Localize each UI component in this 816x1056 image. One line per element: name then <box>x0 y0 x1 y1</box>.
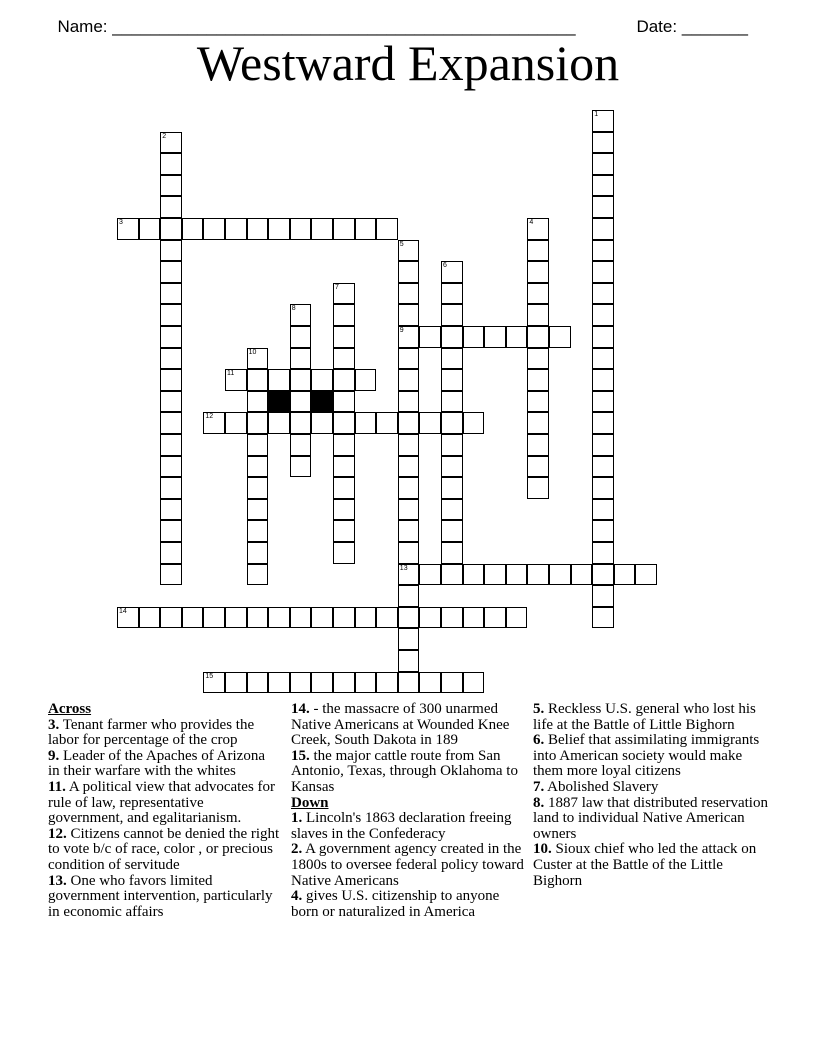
clue-text: the major cattle route from San Antonio, Texas, through Oklahoma to Kansas <box>291 747 518 795</box>
grid-cell[interactable] <box>311 369 333 391</box>
grid-cell[interactable] <box>592 218 614 240</box>
grid-cell[interactable] <box>247 542 269 564</box>
grid-cell[interactable] <box>527 240 549 262</box>
grid-cell[interactable] <box>463 672 485 694</box>
grid-cell[interactable] <box>398 283 420 305</box>
cell-number: 1 <box>594 111 599 118</box>
grid-cell[interactable] <box>592 585 614 607</box>
grid-cell[interactable] <box>527 564 549 586</box>
grid-cell[interactable] <box>441 326 463 348</box>
grid-cell[interactable] <box>592 326 614 348</box>
clue-text: Sioux chief who led the attack on Custer at the Battle of the Little Bighorn <box>533 841 757 889</box>
grid-cell[interactable] <box>506 564 528 586</box>
grid-cell[interactable] <box>398 412 420 434</box>
grid-cell[interactable] <box>333 542 355 564</box>
grid-cell[interactable] <box>441 261 463 283</box>
grid-cell[interactable] <box>635 564 657 586</box>
grid-cell[interactable] <box>592 607 614 629</box>
grid-cell[interactable] <box>527 434 549 456</box>
grid-cell[interactable] <box>527 326 549 348</box>
clue-number: 8. <box>533 794 545 811</box>
cell-number: 4 <box>529 219 534 226</box>
grid-cell[interactable] <box>333 326 355 348</box>
grid-cell[interactable] <box>268 218 290 240</box>
clue-number: 10. <box>533 841 552 858</box>
grid-cell[interactable] <box>290 348 312 370</box>
grid-cell[interactable] <box>333 391 355 413</box>
grid-cell[interactable] <box>549 564 571 586</box>
grid-cell[interactable] <box>160 175 182 197</box>
clue-text: Reckless U.S. general who lost his life at the Battle of Little Bighorn <box>533 701 756 733</box>
grid-cell[interactable] <box>247 477 269 499</box>
puzzle-title: Westward Expansion <box>196 35 620 91</box>
grid-cell[interactable] <box>592 456 614 478</box>
grid-cell[interactable] <box>592 110 614 132</box>
grid-cell[interactable] <box>398 564 420 586</box>
grid-cell[interactable] <box>484 564 506 586</box>
grid-cell[interactable] <box>419 607 441 629</box>
clue-down-8 <box>533 796 769 843</box>
grid-cell[interactable] <box>592 520 614 542</box>
grid-cell[interactable] <box>225 412 247 434</box>
grid-cell[interactable] <box>333 369 355 391</box>
grid-cell[interactable] <box>441 672 463 694</box>
clues-column-1 <box>48 702 280 920</box>
grid-cell[interactable] <box>247 607 269 629</box>
grid-cell[interactable] <box>592 348 614 370</box>
clue-across-11 <box>48 780 280 827</box>
grid-cell[interactable] <box>592 283 614 305</box>
grid-cell[interactable] <box>247 564 269 586</box>
grid-cell[interactable] <box>441 304 463 326</box>
grid-cell[interactable] <box>225 369 247 391</box>
clue-text: Belief that assimilating immigrants into American society would make them more loyal citizens <box>533 732 760 780</box>
grid-cell[interactable] <box>398 391 420 413</box>
grid-cell[interactable] <box>592 542 614 564</box>
grid-cell[interactable] <box>527 348 549 370</box>
grid-cell[interactable] <box>441 348 463 370</box>
clues-column-2 <box>291 702 527 920</box>
grid-cell[interactable] <box>117 607 139 629</box>
grid-cell[interactable] <box>333 283 355 305</box>
clue-number: 9. <box>48 747 60 764</box>
grid-cell[interactable] <box>441 434 463 456</box>
clue-across-14 <box>291 702 527 749</box>
grid-cell[interactable] <box>441 564 463 586</box>
grid-cell[interactable] <box>333 218 355 240</box>
cell-number: 2 <box>162 132 167 140</box>
grid-cell[interactable] <box>398 650 420 672</box>
name-label: Name: <box>57 17 113 36</box>
grid-cell[interactable] <box>333 499 355 521</box>
clue-text: 1887 law that distributed reservation land to individual Native American owners <box>533 794 768 842</box>
grid-cell[interactable] <box>203 607 225 629</box>
grid-cell[interactable] <box>160 607 182 629</box>
grid-cell[interactable] <box>268 412 290 434</box>
grid-cell[interactable] <box>441 412 463 434</box>
grid-cell[interactable] <box>290 434 312 456</box>
grid-cell[interactable] <box>376 218 398 240</box>
grid-cell[interactable] <box>376 607 398 629</box>
grid-cell[interactable] <box>527 304 549 326</box>
grid-cell[interactable] <box>160 261 182 283</box>
grid-cell[interactable] <box>203 412 225 434</box>
grid-cell[interactable] <box>311 412 333 434</box>
grid-cell[interactable] <box>441 542 463 564</box>
grid-cell[interactable] <box>527 283 549 305</box>
grid-cell[interactable] <box>247 499 269 521</box>
grid-cell[interactable] <box>160 304 182 326</box>
grid-cell[interactable] <box>333 412 355 434</box>
grid-cell[interactable] <box>290 456 312 478</box>
grid-cell[interactable] <box>398 369 420 391</box>
clue-text: - the massacre of 300 unarmed Native Americans at Wounded Knee Creek, South Dakota in 189 <box>291 701 510 749</box>
cell-number: 10 <box>248 348 257 356</box>
grid-cell[interactable] <box>247 520 269 542</box>
grid-cell[interactable] <box>290 326 312 348</box>
clue-down-6 <box>533 733 769 780</box>
grid-cell[interactable] <box>592 304 614 326</box>
grid-cell[interactable] <box>311 218 333 240</box>
grid-cell[interactable] <box>225 607 247 629</box>
grid-cell[interactable] <box>463 412 485 434</box>
grid-cell[interactable] <box>441 499 463 521</box>
clue-down-7 <box>533 780 769 796</box>
grid-cell[interactable] <box>290 218 312 240</box>
grid-cell[interactable] <box>225 672 247 694</box>
grid-cell[interactable] <box>247 391 269 413</box>
grid-cell[interactable] <box>527 218 549 240</box>
clue-text: A government agency created in the 1800s to oversee federal policy toward Native Americans <box>291 841 524 889</box>
clue-text: Leader of the Apaches of Arizona in their warfare with the whites <box>48 747 265 780</box>
cell-number: 12 <box>205 413 214 421</box>
grid-cell[interactable] <box>160 283 182 305</box>
cell-number: 11 <box>227 370 235 378</box>
clue-text: Abolished Slavery <box>544 778 659 795</box>
grid-cell[interactable] <box>441 391 463 413</box>
cell-number: 3 <box>119 219 123 226</box>
grid-cell[interactable] <box>247 456 269 478</box>
grid-cell[interactable] <box>398 477 420 499</box>
grid-cell[interactable] <box>268 607 290 629</box>
black-cell <box>268 391 290 413</box>
grid-cell[interactable] <box>355 369 377 391</box>
grid-cell[interactable] <box>463 607 485 629</box>
grid-cell[interactable] <box>247 412 269 434</box>
cell-number: 13 <box>399 564 408 572</box>
grid-cell[interactable] <box>527 477 549 499</box>
grid-cell[interactable] <box>160 326 182 348</box>
cell-number: 9 <box>399 327 404 334</box>
grid-cell[interactable] <box>355 218 377 240</box>
grid-cell[interactable] <box>333 672 355 694</box>
clue-across-15 <box>291 749 527 796</box>
grid-cell[interactable] <box>182 218 204 240</box>
grid-cell[interactable] <box>398 585 420 607</box>
grid-cell[interactable] <box>333 477 355 499</box>
grid-cell[interactable] <box>592 564 614 586</box>
clue-down-10 <box>533 842 769 889</box>
grid-cell[interactable] <box>290 672 312 694</box>
grid-cell[interactable] <box>160 348 182 370</box>
clue-number: 14. <box>291 701 310 717</box>
grid-cell[interactable] <box>182 607 204 629</box>
clue-text: Lincoln's 1863 declaration freeing slaves in the Confederacy <box>291 810 512 842</box>
grid-cell[interactable] <box>527 412 549 434</box>
grid-cell[interactable] <box>441 607 463 629</box>
grid-cell[interactable] <box>398 240 420 262</box>
grid-cell[interactable] <box>290 412 312 434</box>
grid-cell[interactable] <box>398 261 420 283</box>
clue-text: Citizens cannot be denied the right to vote b/c of race, color , or precious condition of servitude <box>48 825 280 873</box>
grid-cell[interactable] <box>419 672 441 694</box>
grid-cell[interactable] <box>398 499 420 521</box>
grid-cell[interactable] <box>139 607 161 629</box>
clue-down-4 <box>291 889 527 920</box>
grid-cell[interactable] <box>441 456 463 478</box>
grid-cell[interactable] <box>160 132 182 154</box>
grid-cell[interactable] <box>376 672 398 694</box>
grid-cell[interactable] <box>355 672 377 694</box>
clue-down-1 <box>291 811 527 842</box>
grid-cell[interactable] <box>333 607 355 629</box>
grid-cell[interactable] <box>160 369 182 391</box>
clue-number: 15. <box>291 747 310 764</box>
grid-cell[interactable] <box>290 369 312 391</box>
clue-number: 6. <box>533 732 545 749</box>
grid-cell[interactable] <box>419 564 441 586</box>
grid-cell[interactable] <box>463 326 485 348</box>
grid-cell[interactable] <box>592 391 614 413</box>
grid-cell[interactable] <box>527 391 549 413</box>
grid-cell[interactable] <box>398 348 420 370</box>
clue-number: 12. <box>48 825 67 842</box>
grid-cell[interactable] <box>376 412 398 434</box>
grid-cell[interactable] <box>203 672 225 694</box>
cell-number: 5 <box>399 240 404 248</box>
grid-cell[interactable] <box>355 607 377 629</box>
grid-cell[interactable] <box>333 456 355 478</box>
clue-number: 2. <box>291 841 303 858</box>
cell-number: 14 <box>119 607 127 615</box>
clue-across-12 <box>48 827 280 874</box>
grid-cell[interactable] <box>203 218 225 240</box>
grid-cell[interactable] <box>139 218 161 240</box>
grid-cell[interactable] <box>592 499 614 521</box>
grid-cell[interactable] <box>290 304 312 326</box>
grid-cell[interactable] <box>571 564 593 586</box>
grid-cell[interactable] <box>398 434 420 456</box>
grid-cell[interactable] <box>592 132 614 154</box>
clue-text: A political view that advocates for rule of law, representative government, and egalitarianism. <box>48 778 276 827</box>
grid-cell[interactable] <box>506 326 528 348</box>
clues-column-3 <box>533 702 769 889</box>
grid-cell[interactable] <box>419 412 441 434</box>
grid-cell[interactable] <box>160 456 182 478</box>
grid-cell[interactable] <box>398 304 420 326</box>
clue-number: 5. <box>533 701 545 717</box>
grid-cell[interactable] <box>247 672 269 694</box>
grid-cell[interactable] <box>398 542 420 564</box>
grid-cell[interactable] <box>160 196 182 218</box>
grid-cell[interactable] <box>160 520 182 542</box>
grid-cell[interactable] <box>268 672 290 694</box>
grid-cell[interactable] <box>592 261 614 283</box>
across-heading: Across <box>48 701 92 717</box>
grid-cell[interactable] <box>592 369 614 391</box>
clue-across-9 <box>48 749 280 780</box>
grid-cell[interactable] <box>592 240 614 262</box>
grid-cell[interactable] <box>333 348 355 370</box>
grid-cell[interactable] <box>398 520 420 542</box>
grid-cell[interactable] <box>290 607 312 629</box>
clue-number: 13. <box>48 872 67 889</box>
grid-cell[interactable] <box>484 326 506 348</box>
grid-cell[interactable] <box>247 348 269 370</box>
clue-across-13 <box>48 874 280 921</box>
grid-cell[interactable] <box>160 477 182 499</box>
grid-cell[interactable] <box>463 564 485 586</box>
clue-text: One who favors limited government intervention, particularly in economic affairs <box>48 872 273 920</box>
grid-cell[interactable] <box>160 153 182 175</box>
grid-cell[interactable] <box>160 434 182 456</box>
grid-cell[interactable] <box>225 218 247 240</box>
grid-cell[interactable] <box>441 477 463 499</box>
clue-number: 1. <box>291 810 303 827</box>
cell-number: 6 <box>443 262 447 270</box>
grid-cell[interactable] <box>268 369 290 391</box>
cell-number: 7 <box>335 283 339 291</box>
grid-cell[interactable] <box>527 369 549 391</box>
grid-cell[interactable] <box>247 369 269 391</box>
grid-cell[interactable] <box>160 218 182 240</box>
grid-cell[interactable] <box>398 456 420 478</box>
grid-cell[interactable] <box>333 434 355 456</box>
grid-cell[interactable] <box>484 607 506 629</box>
grid-cell[interactable] <box>247 434 269 456</box>
grid-cell[interactable] <box>160 564 182 586</box>
grid-cell[interactable] <box>592 175 614 197</box>
grid-cell[interactable] <box>160 240 182 262</box>
grid-cell[interactable] <box>160 542 182 564</box>
grid-cell[interactable] <box>160 412 182 434</box>
grid-cell[interactable] <box>592 153 614 175</box>
date-label: Date: <box>636 17 682 36</box>
grid-cell[interactable] <box>441 283 463 305</box>
cell-number: 8 <box>291 305 296 313</box>
grid-cell[interactable] <box>311 672 333 694</box>
clue-number: 11. <box>48 778 66 795</box>
grid-cell[interactable] <box>117 218 139 240</box>
grid-cell[interactable] <box>290 391 312 413</box>
date-line[interactable]: _______ <box>681 17 748 36</box>
grid-cell[interactable] <box>614 564 636 586</box>
grid-cell[interactable] <box>592 477 614 499</box>
grid-cell[interactable] <box>355 412 377 434</box>
grid-cell[interactable] <box>527 261 549 283</box>
clue-down-2 <box>291 842 527 889</box>
grid-cell[interactable] <box>333 304 355 326</box>
grid-cell[interactable] <box>160 391 182 413</box>
black-cell <box>311 391 333 413</box>
grid-cell[interactable] <box>549 326 571 348</box>
clue-text: gives U.S. citizenship to anyone born or naturalized in America <box>291 888 500 920</box>
grid-cell[interactable] <box>419 326 441 348</box>
clue-across-3 <box>48 718 280 749</box>
grid-cell[interactable] <box>398 607 420 629</box>
grid-cell[interactable] <box>527 456 549 478</box>
cell-number: 15 <box>205 672 214 680</box>
clue-number: 3. <box>48 716 60 733</box>
grid-cell[interactable] <box>592 196 614 218</box>
grid-cell[interactable] <box>592 434 614 456</box>
grid-cell[interactable] <box>247 218 269 240</box>
clue-number: 7. <box>533 778 545 795</box>
clue-down-5 <box>533 702 769 733</box>
name-line[interactable]: _________________________________________________ <box>112 17 576 36</box>
grid-cell[interactable] <box>311 607 333 629</box>
grid-cell[interactable] <box>160 499 182 521</box>
grid-cell[interactable] <box>398 672 420 694</box>
clue-number: 4. <box>291 888 303 905</box>
clue-text: Tenant farmer who provides the labor for percentage of the crop <box>48 716 255 749</box>
grid-cell[interactable] <box>441 369 463 391</box>
grid-cell[interactable] <box>398 326 420 348</box>
down-heading: Down <box>291 794 329 811</box>
grid-cell[interactable] <box>333 520 355 542</box>
grid-cell[interactable] <box>592 412 614 434</box>
grid-cell[interactable] <box>441 520 463 542</box>
grid-cell[interactable] <box>506 607 528 629</box>
grid-cell[interactable] <box>398 628 420 650</box>
